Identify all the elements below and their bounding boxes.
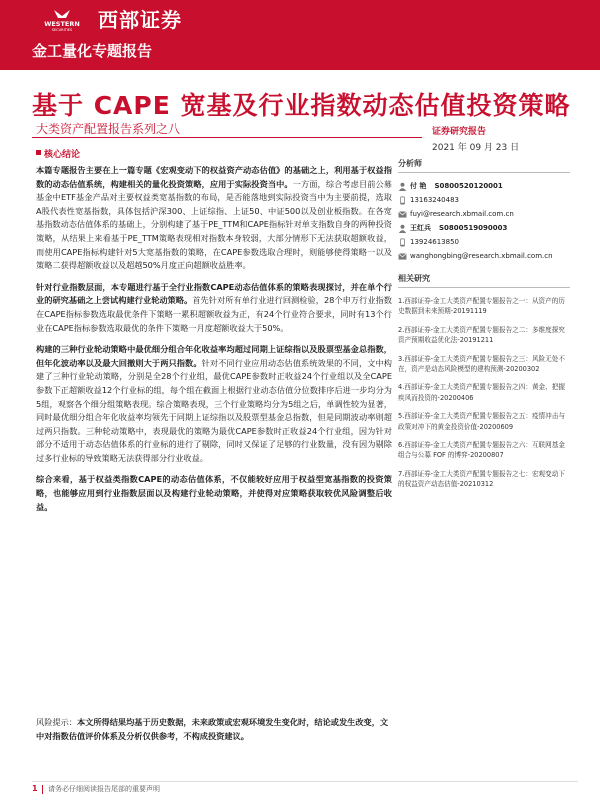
analyst-1-email[interactable]: fuyi@research.xbmail.com.cn: [410, 210, 514, 218]
risk-label: 风险提示：: [36, 717, 77, 727]
related-item-5[interactable]: 5.西部证券-金工大类资产配置专题报告之五：疫情冲击与政策对冲下的黄金投资价值-20200609: [398, 412, 565, 431]
report-header: [0, 0, 600, 70]
paragraph-1-text: 一方面，综合考虑目前公募基金中ETF基金产品对主要权益类宽基指数的布局，是否能落地到实际投资当中为主要前提，选取A股代表性宽基指数，具体包括沪深300、上证综指、上证50、中证500以及创业板指数。在各宽基指数动态估值体系的基础上，分别构建了基于PE_TTM和CAPE指标针对单支指数自身的两种投资策略，从结果上来看基于PE_TTM策略表现相对指数本身较弱，大部分情形下无法获取超额收益，而使用CAPE指标构建针对5大宽基指数的策略，在CAPE参数选取合理时，则能够使得策略一以及策略二获得超额收益以及超越50%月度正向超额收益胜率。: [36, 178, 392, 271]
related-item-7[interactable]: 7.西部证券-金工大类资产配置专题报告之七：宏观变动下的权益资产动态估值-20210312: [398, 469, 565, 489]
related-item-2[interactable]: 2.西部证券-金工大类资产配置专题报告之二：多维度探究资产预期收益优化法-20191211: [398, 325, 565, 345]
sidebar: [398, 158, 578, 490]
mail-icon: [398, 211, 407, 218]
analyst-2-phone: 13924613850: [410, 238, 459, 246]
analyst-2-email[interactable]: wanghongbing@research.xbmail.com.cn: [410, 252, 553, 260]
phone-icon: [398, 196, 407, 205]
mail-icon: [398, 253, 407, 260]
paragraph-4-bold: 综合来看，基于权益类指数CAPE的动态估值体系，不仅能较好应用于权益型宽基指数的投资策略，也能够应用到行业指数层面以及构建行业轮动策略，并使得对应策略获取较优风险调整后收益。: [36, 474, 392, 512]
research-label: 证券研究报告: [432, 127, 487, 137]
related-item-4[interactable]: 4.西部证券-金工大类资产配置专题报告之四：黄金、把握疾风而投资的-20200406: [398, 383, 565, 402]
logo-subtext: SECURITIES: [51, 28, 73, 32]
paragraph-3-text: 针对不同行业应用动态估值系统效果的不同，文中构建了三种行业轮动策略，分别是全28个行业组，最优CAPE参数时正收益24个行业组以及全CAPE参数下正超额收益12个行业标的组，每个组在截面上根据行业动态估值分位数排序后进一步均分为5组，观察各个细分组策略表现。综合策略表现，三个行业策略均分为5组之后，单调性较为显著，同时最优细分组合年化收益率均领先于同期上证综指以及股票型基金总指数，但是同期波动率则超过两只指数。三种轮动策略中，表现最优的策略为最优CAPE参数时正收益24个行业组，因为针对部分不适用于动态估值体系的行业标的进行了剔除，同时又保证了足够的行业数量，没有因为剔除过多行业标的导致策略无法获得部分行业收益。: [36, 357, 392, 463]
section-bullet-icon: [36, 150, 41, 155]
logo-text: WESTERN: [44, 20, 80, 28]
analysts-title: 分析师: [398, 158, 570, 173]
phone-icon: [398, 238, 407, 247]
title-divider: [32, 137, 422, 138]
person-icon: [398, 224, 407, 233]
analyst-1-row: [398, 179, 578, 193]
paragraph-3-bold: 构建的三种行业轮动策略中最优细分组合年化收益率均超过同期上证综指以及股票型基金总指数，但年化波动率以及最大回撤则大于两只指数。: [36, 344, 392, 368]
analyst-2-cert: S0800519090003: [439, 224, 508, 232]
page-number: 1: [32, 784, 38, 793]
paragraph-2: [36, 281, 392, 335]
analyst-2-phone-row: [398, 235, 578, 249]
analyst-1-email-row[interactable]: [398, 207, 578, 221]
risk-warning: [36, 716, 392, 743]
western-securities-logo: [32, 8, 92, 32]
paragraph-2-text: 首先针对所有单行业进行回测检验，28个申万行业指数在CAPE指标参数选取最优条件下策略一累积超额收益为正，有24个行业符合要求，同时有13个行业在CAPE指标参数选取最优的条件下策略一月度超额收益大于50%。: [36, 295, 392, 333]
brand-name: 西部证券: [98, 8, 182, 32]
related-item-6[interactable]: 6.西部证券-金工大类资产配置专题报告之六：互联网基金组合与公募 FOF 的博弈-20200807: [398, 441, 565, 460]
analyst-2-email-row[interactable]: [398, 249, 578, 263]
analyst-1-phone-row: [398, 193, 578, 207]
person-icon: [398, 182, 407, 191]
section-heading: 核心结论: [44, 150, 81, 160]
analyst-1-name: 付 艳: [410, 182, 427, 190]
publication-date: 2021 年 09 月 23 日: [432, 143, 520, 153]
footer-separator: [42, 785, 43, 794]
analyst-2-name: 王红兵: [410, 224, 431, 232]
report-subtitle: 大类资产配置报告系列之八: [36, 122, 181, 136]
analyst-2-row: [398, 221, 578, 235]
report-type: 金工量化专题报告: [32, 42, 153, 60]
paragraph-1-bold: 本篇专题报告主要在上一篇专题《宏观变动下的权益资产动态估值》的基础之上，利用基于权益指数的动态估值系统，构建相关的量化投资策略，应用于实际投资当中。: [36, 165, 392, 189]
report-body: [36, 164, 392, 522]
analyst-1-cert: S0800520120001: [434, 182, 503, 190]
report-title: 基于 CAPE 宽基及行业指数动态估值投资策略: [32, 91, 571, 120]
related-item-3[interactable]: 3.西部证券-金工大类资产配置专题报告之三：风险无处不在，资产是动态风险模型的建构预测-20200302: [398, 354, 565, 374]
related-item-1[interactable]: 1.西部证券-金工大类资产配置专题报告之一：从资产的历史数据到未来预期-20191119: [398, 297, 565, 316]
paragraph-1: [36, 164, 392, 273]
paragraph-3: [36, 343, 392, 465]
risk-text: 本文所得结果均基于历史数据，未来政策或宏观环境发生变化时，结论或发生改变，文中对指数估值评价体系及分析仅供参考，不构成投资建议。: [36, 717, 389, 741]
paragraph-2-bold: 针对行业指数层面，本专题进行基于全行业指数CAPE动态估值体系的策略表现探讨，并在单个行业的研究基础之上尝试构建行业轮动策略。: [36, 281, 392, 306]
related-research-title: 相关研究: [398, 273, 570, 288]
footer-disclaimer: 请务必仔细阅读报告尾部的重要声明: [48, 785, 160, 793]
footer-divider: [32, 781, 578, 782]
paragraph-4: [36, 473, 392, 514]
analyst-1-phone: 13163240483: [410, 196, 459, 204]
